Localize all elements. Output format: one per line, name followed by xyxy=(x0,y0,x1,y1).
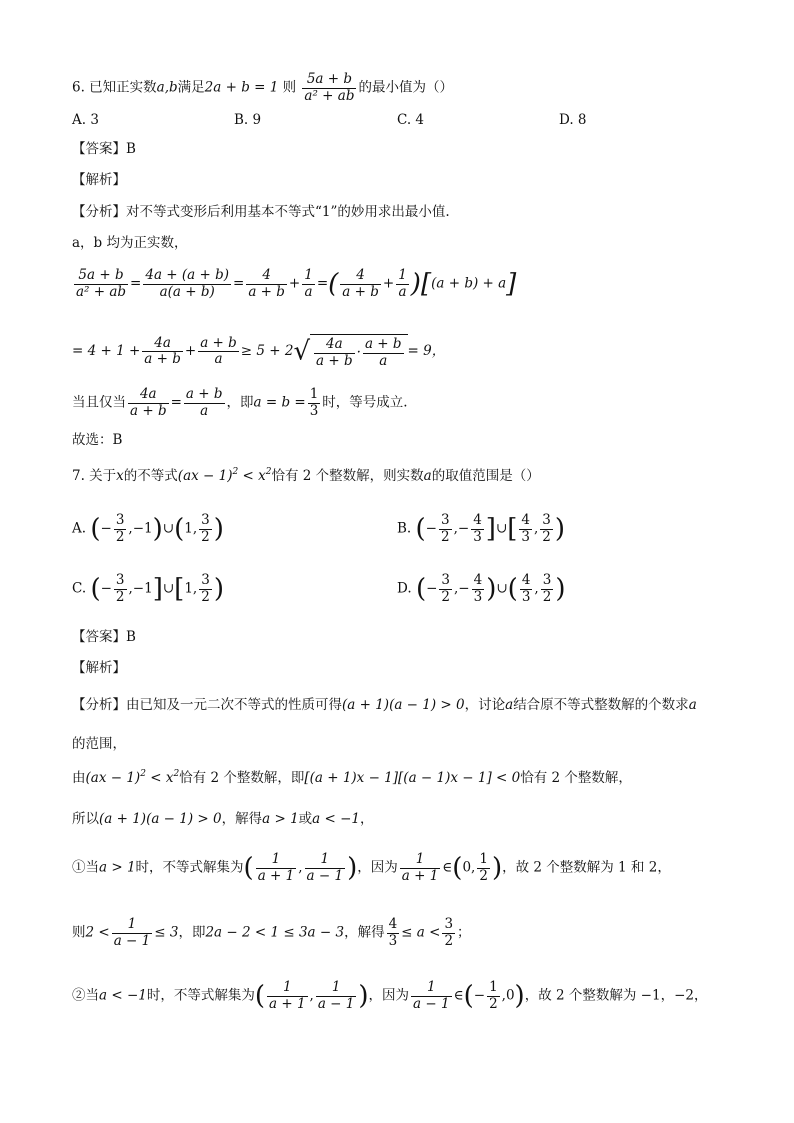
q6-stem-vars: a,b xyxy=(156,79,178,96)
q7-answer: 【答案】B xyxy=(72,629,136,645)
q6-equality: 当且仅当 $\frac{4a}{a + b}$ = $\frac{a + b}{a}$ ，即a = b = $\frac{1}{3}$ 时，等号成立. xyxy=(72,386,408,419)
q6-stem-prefix: 6. 已知正实数 xyxy=(72,79,157,96)
q7-case2: ②当a < −1时，不等式解集为( $\frac{1}{a + 1}$ , $\frac{1}{a - 1}$ )，因为 $\frac{1}{a - 1}$ ∈(− $\frac{1}{2}$ ,0)，故 2 个整数解为 −1，−2， xyxy=(72,979,708,1012)
q6-step1: $\frac{5a + b}{\text{a² + ab}}$ = $\frac{4a + (a + b)}{a(a + b)}$ = $\frac{4}{a + b}$ + $\frac{1}{a}$ =( $\frac{4}{a + b}$ + $\frac{1}{a}$ )[(a + b) + a] xyxy=(76,267,517,300)
q6-stem-fraction: $\frac{5a + b}{\text{a² + ab}}$ xyxy=(304,71,355,104)
q6-option-d: D. 8 xyxy=(559,112,587,128)
q7-case1b: 则2 < $\frac{1}{a - 1}$ ≤ 3，即2a − 2 < 1 ≤ 3a − 3，解得 $\frac{4}{3}$ ≤ a < $\frac{3}{2}$ ； xyxy=(72,916,471,949)
q6-option-b: B. 9 xyxy=(234,112,262,128)
q6-stem xyxy=(72,72,453,104)
q7-option-d: D. (− $\frac{3}{2}$ ,− $\frac{4}{3}$ )∪( $\frac{4}{3}$ , $\frac{3}{2}$ ) xyxy=(397,572,566,605)
q7-line2: 所以(a + 1)(a − 1) > 0，解得a > 1或a < −1， xyxy=(72,811,374,827)
q7-line1: 由$(ax - 1)^2 < x^2$恰有 2 个整数解，即[(a + 1)x − 1][(a − 1)x − 1] < 0恰有 2 个整数解， xyxy=(72,769,632,786)
q7-stem: 7. 关于x的不等式$(ax - 1)^2 < x^2$恰有 2 个整数解，则实数a的取值范围是（） xyxy=(72,467,540,484)
q7-option-b: B. (− $\frac{3}{2}$ ,− $\frac{4}{3}$ ]∪[ $\frac{4}{3}$ , $\frac{3}{2}$ ) xyxy=(397,512,566,545)
q6-option-c: C. 4 xyxy=(397,112,425,128)
q7-analysis-cont: 的范围， xyxy=(72,736,126,752)
q6-option-a: A. 3 xyxy=(72,112,99,128)
q6-stem-cond: 2a + b = 1 xyxy=(204,79,279,96)
q6-jiexi: 【解析】 xyxy=(72,172,126,188)
q6-step2: = 4 + 1 + $\frac{4a}{a + b}$ + $\frac{a + b}{a}$ ≥ 5 + 2√ $\frac{4a}{a + b}$ · $\frac{a + b}{a}$ = 9， xyxy=(72,334,446,369)
q6-choose: 故选：B xyxy=(72,432,123,448)
q6-stem-mid: 满足 xyxy=(177,79,205,96)
q6-stem-suffix: 的最小值为（） xyxy=(358,79,453,96)
q6-positive-line: a，b 均为正实数， xyxy=(72,235,188,251)
q7-case1: ①当a > 1时，不等式解集为( $\frac{1}{a + 1}$ , $\frac{1}{a - 1}$ )，因为 $\frac{1}{a + 1}$ ∈(0, $\frac{1}{2}$ )，故 2 个整数解为 1 和 2， xyxy=(72,851,671,884)
q6-stem-then: 则 xyxy=(282,79,297,96)
q7-jiexi: 【解析】 xyxy=(72,660,126,676)
q6-answer: 【答案】B xyxy=(72,141,136,157)
q7-option-a: A. (− $\frac{3}{2}$ ,−1)∪(1, $\frac{3}{2}$ ) xyxy=(72,512,224,545)
q7-option-c: C. (− $\frac{3}{2}$ ,−1]∪[1, $\frac{3}{2}$ ) xyxy=(72,572,224,605)
q7-analysis: 【分析】由已知及一元二次不等式的性质可得(a + 1)(a − 1) > 0，讨论a结合原不等式整数解的个数求a xyxy=(72,697,697,713)
q6-analysis: 【分析】对不等式变形后利用基本不等式“1”的妙用求出最小值. xyxy=(72,204,450,220)
